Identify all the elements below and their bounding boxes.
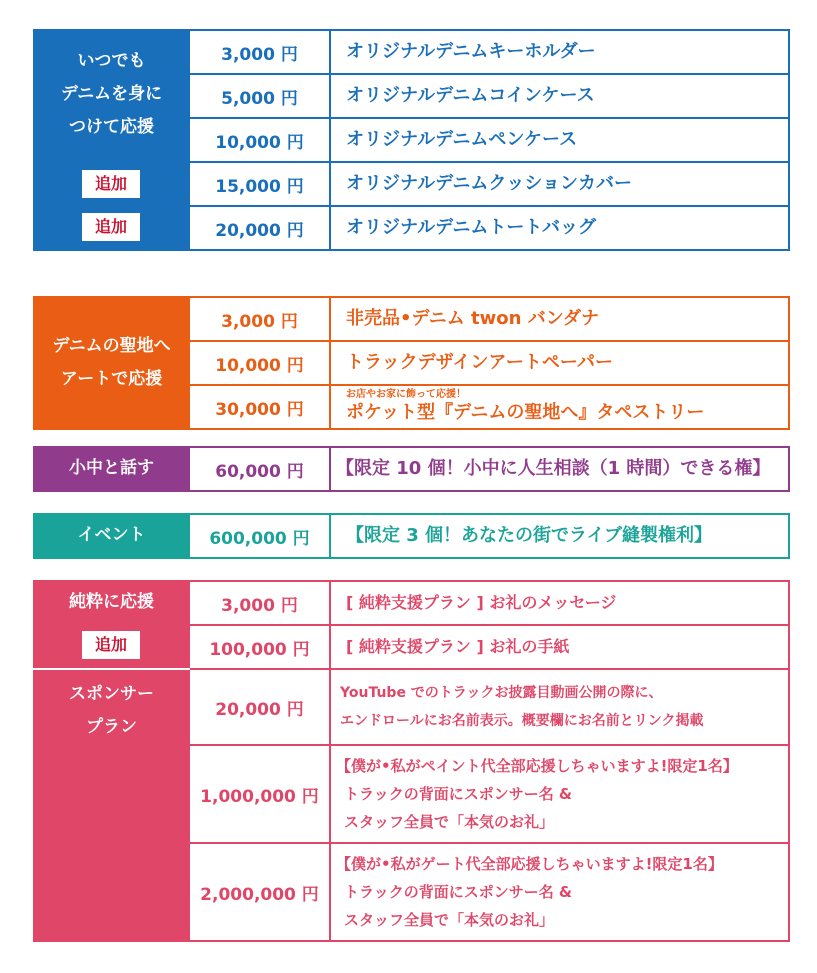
- table-row: [190, 668, 790, 746]
- price-cell: 20,000 円: [190, 207, 331, 249]
- group-title-panel: [33, 296, 190, 430]
- table-row: [190, 446, 790, 492]
- divider: [33, 668, 190, 670]
- price-cell: 5,000 円: [190, 75, 331, 117]
- group-title: 小中と話す: [69, 458, 154, 478]
- description-cell: トラックデザインアートペーパー: [346, 352, 613, 373]
- description-cell: オリジナルデニムコインケース: [346, 85, 595, 106]
- price-cell: 3,000 円: [190, 582, 331, 624]
- description-cell: [ 純粋支援プラン ] お礼のメッセージ: [346, 593, 617, 612]
- table-row: [190, 296, 790, 342]
- description-cell: お店やお家に飾って応援！ ポケット型『デニムの聖地へ』タペストリー: [346, 386, 782, 428]
- badge-added: 追加: [82, 170, 140, 198]
- table-row: [190, 384, 790, 430]
- price-cell: 3,000 円: [190, 31, 331, 73]
- price-cell: 3,000 円: [190, 298, 331, 340]
- group-title-panel: [33, 29, 190, 251]
- price-cell: 10,000 円: [190, 119, 331, 161]
- group-blue: [33, 29, 790, 251]
- description-note: お店やお家に飾って応援！: [346, 389, 466, 400]
- table-row: [190, 161, 790, 207]
- group-title-panel: [33, 513, 190, 559]
- description-cell: 【僕が•私がペイント代全部応援しちゃいますよ!限定1名】 トラックの背面にスポンサー名 & スタッフ全員で「本気のお礼」: [336, 757, 738, 831]
- group-pink: [33, 580, 790, 942]
- price-cell: 2,000,000 円: [190, 844, 331, 940]
- table-row: [190, 624, 790, 670]
- sponsor-plan-title: スポンサー プラン: [69, 684, 154, 737]
- price-cell: 600,000 円: [190, 515, 331, 557]
- group-teal: [33, 513, 790, 559]
- group-title-panel: [33, 446, 190, 492]
- price-cell: 15,000 円: [190, 163, 331, 205]
- price-cell: 30,000 円: [190, 386, 331, 428]
- price-cell: 60,000 円: [190, 448, 331, 490]
- description-cell: オリジナルデニムトートバッグ: [346, 217, 597, 238]
- badge-added: 追加: [82, 213, 140, 241]
- description-cell: YouTube でのトラックお披露目動画公開の際に、 エンドロールにお名前表示。概要欄にお名前とリンク掲載: [340, 685, 704, 729]
- description-cell: 非売品•デニム twon バンダナ: [346, 308, 600, 329]
- group-title: イベント: [77, 525, 146, 545]
- description-cell: オリジナルデニムペンケース: [346, 129, 578, 150]
- table-row: [190, 513, 790, 559]
- price-cell: 1,000,000 円: [190, 746, 331, 842]
- price-cell: 20,000 円: [190, 670, 331, 744]
- description-cell: 【僕が•私がゲート代全部応援しちゃいますよ!限定1名】 トラックの背面にスポンサー名 & スタッフ全員で「本気のお礼」: [336, 855, 723, 929]
- price-cell: 10,000 円: [190, 342, 331, 384]
- badge-added: 追加: [82, 631, 140, 659]
- table-row: [190, 340, 790, 386]
- group-title: デニムの聖地へ アートで応援: [52, 336, 171, 389]
- price-cell: 100,000 円: [190, 626, 331, 668]
- description-cell: [ 純粋支援プラン ] お礼の手紙: [346, 637, 570, 656]
- description-cell: 【限定 10 個！小中に人生相談（1 時間）できる権】: [336, 458, 771, 479]
- group-title: 純粋に応援: [69, 592, 154, 612]
- table-row: [190, 73, 790, 119]
- group-title-panel: [33, 580, 190, 942]
- description-cell: オリジナルデニムクッションカバー: [346, 173, 633, 194]
- group-title: いつでも デニムを身に つけて応援: [60, 51, 163, 137]
- table-row: [190, 842, 790, 942]
- group-orange: [33, 296, 790, 430]
- group-purple: [33, 446, 790, 492]
- table-row: [190, 117, 790, 163]
- table-row: [190, 744, 790, 844]
- table-row: [190, 29, 790, 75]
- description-cell: オリジナルデニムキーホルダー: [346, 41, 596, 62]
- table-row: [190, 580, 790, 626]
- description-cell: 【限定 3 個！あなたの街でライブ縫製権利】: [346, 525, 712, 546]
- table-row: [190, 205, 790, 251]
